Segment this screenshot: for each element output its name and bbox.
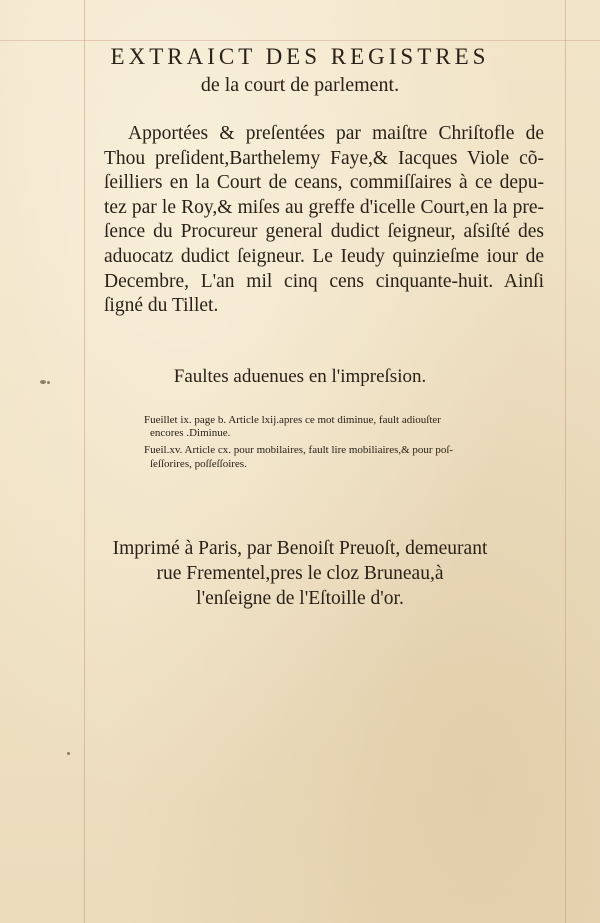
paragraph-line: ſigné du Tillet. (104, 295, 219, 317)
imprint-line: rue Frementel,pres le cloz Bruneau,à (156, 563, 444, 584)
errata-line: Fueillet ix. page b. Article lxij.apres ce mot diminue, fault adiouſter (144, 414, 441, 426)
errata-list (144, 414, 544, 475)
paragraph-line: Thou preſident,Barthelemy Faye,& Iacques Viole cõ- (104, 147, 544, 169)
paragraph-line: ſence du Procureur general dudict ſeigneur, aſsiſté des (104, 221, 544, 243)
margin-rule-left (84, 0, 85, 923)
margin-rule-top (0, 40, 600, 41)
errata-entry (144, 444, 544, 470)
errata-heading: Faultes aduenues en l'impreſsion. (173, 366, 427, 387)
main-paragraph (104, 122, 544, 319)
margin-rule-right (565, 0, 566, 923)
paragraph-line: ſeilliers en la Court de ceans, commiſſaires à ce depu- (104, 172, 544, 194)
ink-spot (47, 381, 50, 384)
errata-line: ſeſſorires, poſſeſſoires. (150, 457, 247, 470)
printer-imprint (0, 536, 600, 611)
errata-line: encores .Diminue. (150, 427, 231, 440)
paragraph-line: Decembre, L'an mil cinq cens cinquante-huit. Ainſi (104, 270, 544, 292)
page-subtitle: de la court de parlement. (200, 74, 400, 96)
ink-spot (67, 752, 70, 755)
ink-spot (40, 380, 46, 384)
imprint-line: l'enſeigne de l'Eſtoille d'or. (196, 588, 404, 609)
paragraph-line: tez par le Roy,& miſes au greffe d'icelle Court,en la pre- (104, 196, 544, 218)
errata-line: Fueil.xv. Article cx. pour mobilaires, fault lire mobiliaires,& pour poſ- (144, 444, 454, 457)
errata-entry (144, 414, 544, 440)
page-title: EXTRAICT DES REGISTRES (110, 44, 490, 69)
imprint-line: Imprimé à Paris, par Benoiſt Preuoſt, demeurant (112, 538, 488, 559)
paragraph-line: aduocatz dudict ſeigneur. Le Ieudy quinzieſme iour de (104, 245, 544, 267)
paragraph-line: Apportées & preſentées par maiſtre Chriſtofle de (128, 123, 544, 144)
